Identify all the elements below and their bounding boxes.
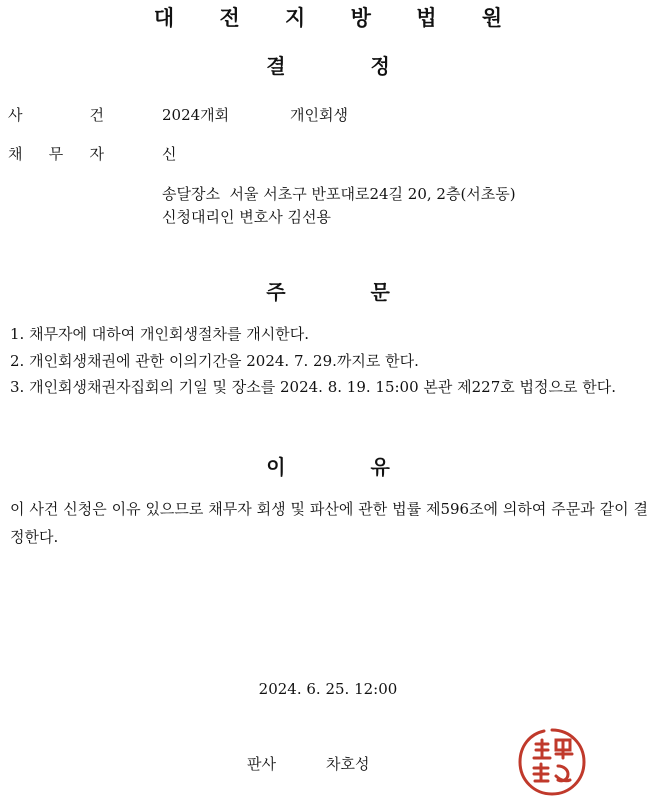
order-item-1: 1. 채무자에 대하여 개인회생절차를 개시한다.	[10, 325, 309, 343]
order-heading: 주 문	[266, 280, 390, 304]
debtor-name: 신	[162, 145, 177, 163]
debtor-label: 채 무 자	[8, 145, 104, 163]
reason-text: 이 사건 신청은 이유 있으므로 채무자 회생 및 파산에 관한 법률 제596조에 의하여 주문과 같이 결정한다.	[10, 500, 648, 546]
applicant-agent: 신청대리인 변호사 김선용	[162, 208, 331, 226]
judge-name: 차호성	[326, 755, 370, 773]
court-seal-icon	[514, 724, 590, 800]
court-name: 대 전 지 방 법 원	[153, 6, 522, 30]
service-address: 송달장소 서울 서초구 반포대로24길 20, 2층(서초동)	[162, 185, 516, 203]
case-number: 2024개회	[162, 106, 230, 124]
case-label: 사 건	[8, 106, 104, 124]
judge-title: 판사	[247, 755, 276, 773]
order-item-2: 2. 개인회생채권에 관한 이의기간을 2024. 7. 29.까지로 한다.	[10, 352, 419, 370]
case-type: 개인회생	[290, 106, 348, 124]
document-title: 결 정	[266, 54, 390, 78]
reason-heading: 이 유	[266, 455, 390, 479]
order-item-3: 3. 개인회생채권자집회의 기일 및 장소를 2024. 8. 19. 15:00 본관 제227호 법정으로 한다.	[10, 378, 617, 396]
decision-date: 2024. 6. 25. 12:00	[258, 680, 398, 698]
